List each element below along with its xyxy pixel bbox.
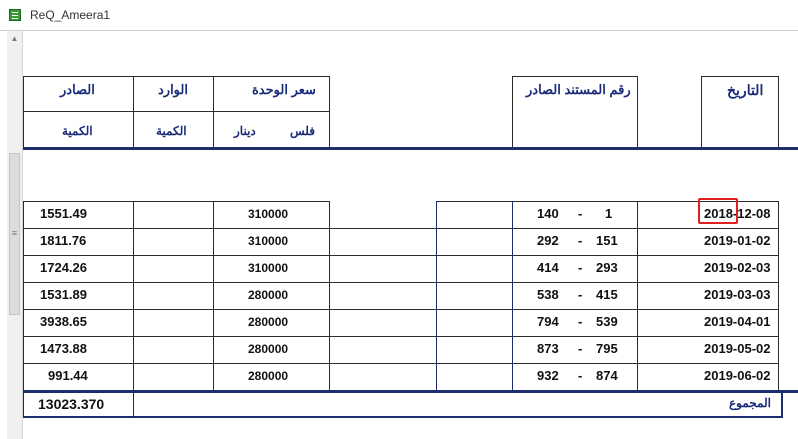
header-top-border [23, 76, 330, 77]
row-hline [23, 363, 778, 364]
unit-price-cell: 280000 [248, 315, 289, 329]
date-year: 2019 [704, 287, 733, 302]
doc-from-cell: 539 [596, 314, 618, 329]
date-month-day: -06-02 [732, 368, 771, 383]
date-month-day: -05-02 [732, 341, 771, 356]
row-vline [133, 201, 134, 390]
col-header-date: التاريخ [727, 82, 764, 98]
unit-price-cell: 280000 [248, 342, 289, 356]
unit-price-cell: 310000 [248, 234, 289, 248]
col-header-doc-number: رقم المستند الصادر [526, 82, 631, 97]
row-vline [436, 201, 437, 390]
issued-qty-cell: 991.44 [48, 368, 88, 383]
issued-qty-cell: 1473.88 [40, 341, 87, 356]
unit-price-cell: 280000 [248, 369, 289, 383]
header-vline [329, 76, 330, 147]
date-month-day: -01-02 [732, 233, 771, 248]
col-header-issued: الصادر [60, 82, 95, 97]
date-month-day: -04-01 [732, 314, 771, 329]
doc-from-cell: 1 [605, 206, 613, 221]
unit-price-cell: 310000 [248, 207, 289, 221]
doc-sep: - [578, 260, 583, 275]
doc-sep: - [578, 233, 583, 248]
doc-sep: - [578, 314, 583, 329]
total-value: 13023.370 [38, 396, 105, 412]
doc-to-cell: 140 [537, 206, 559, 221]
date-month-day: -12-08 [732, 206, 771, 221]
row-vline [329, 201, 330, 390]
header-vline [213, 76, 214, 147]
date-year: 2018 [704, 206, 733, 221]
date-cell [704, 341, 771, 356]
doc-from-cell: 293 [596, 260, 618, 275]
header-top-border-doc [512, 76, 638, 77]
date-cell [704, 233, 771, 248]
doc-to-cell: 414 [537, 260, 559, 275]
doc-from-cell: 795 [596, 341, 618, 356]
row-hline [23, 255, 778, 256]
header-vline [778, 76, 779, 147]
unit-price-cell: 310000 [248, 261, 289, 275]
date-month-day: -02-03 [732, 260, 771, 275]
header-vline [133, 76, 134, 147]
doc-to-cell: 292 [537, 233, 559, 248]
col-header-unit-price: سعر الوحدة [252, 82, 316, 97]
date-cell [704, 314, 771, 329]
footer-bottom-rule [23, 416, 783, 418]
subheader-received-qty: الكمية [156, 124, 187, 138]
header-vline [701, 76, 702, 147]
doc-from-cell: 151 [596, 233, 618, 248]
window-title: ReQ_Ameera1 [30, 8, 111, 22]
subheader-issued-qty: الكمية [62, 124, 93, 138]
date-year: 2019 [704, 368, 733, 383]
subheader-fils: فلس [290, 124, 316, 138]
window-titlebar [0, 0, 798, 31]
date-cell [704, 260, 771, 275]
footer-vline [23, 390, 24, 418]
footer-vline [133, 390, 134, 418]
date-year: 2019 [704, 260, 733, 275]
scrollbar-thumb[interactable] [9, 153, 20, 315]
doc-sep: - [578, 287, 583, 302]
row-vline [512, 201, 513, 390]
row-hline [23, 228, 778, 229]
doc-sep: - [578, 206, 583, 221]
row-vline [637, 201, 638, 390]
total-label: المجموع [729, 396, 771, 410]
header-top-border-date [701, 76, 779, 77]
header-vline [637, 76, 638, 147]
header-bottom-rule [23, 147, 798, 150]
subheader-dinar: دينار [234, 124, 256, 138]
issued-qty-cell: 1531.89 [40, 287, 87, 302]
date-month-day: -03-03 [732, 287, 771, 302]
header-mid-border [23, 111, 330, 112]
date-cell [704, 287, 771, 302]
doc-to-cell: 538 [537, 287, 559, 302]
row-hline [23, 282, 778, 283]
date-cell [704, 368, 771, 383]
row-vline [213, 201, 214, 390]
issued-qty-cell: 3938.65 [40, 314, 87, 329]
date-year: 2019 [704, 341, 733, 356]
doc-to-cell: 873 [537, 341, 559, 356]
header-vline [23, 76, 24, 147]
doc-sep: - [578, 341, 583, 356]
grip-icon: ≡ [11, 228, 18, 238]
highlight-box [698, 198, 738, 224]
issued-qty-cell: 1551.49 [40, 206, 87, 221]
report-icon [9, 9, 21, 21]
doc-from-cell: 415 [596, 287, 618, 302]
row-hline [23, 201, 330, 202]
doc-from-cell: 874 [596, 368, 618, 383]
doc-to-cell: 794 [537, 314, 559, 329]
row-vline [778, 201, 779, 390]
unit-price-cell: 280000 [248, 288, 289, 302]
footer-top-rule [23, 390, 798, 393]
footer-vline [781, 390, 783, 418]
issued-qty-cell: 1811.76 [40, 233, 87, 248]
vertical-scrollbar[interactable] [7, 31, 23, 439]
issued-qty-cell: 1724.26 [40, 260, 87, 275]
header-vline [512, 76, 513, 147]
date-year: 2019 [704, 233, 733, 248]
row-vline [23, 201, 24, 390]
col-header-received: الوارد [158, 82, 188, 97]
row-hline [23, 336, 778, 337]
date-year: 2019 [704, 314, 733, 329]
scroll-up-arrow-icon[interactable]: ▲ [10, 34, 19, 43]
doc-to-cell: 932 [537, 368, 559, 383]
doc-sep: - [578, 368, 583, 383]
row-hline [23, 309, 778, 310]
